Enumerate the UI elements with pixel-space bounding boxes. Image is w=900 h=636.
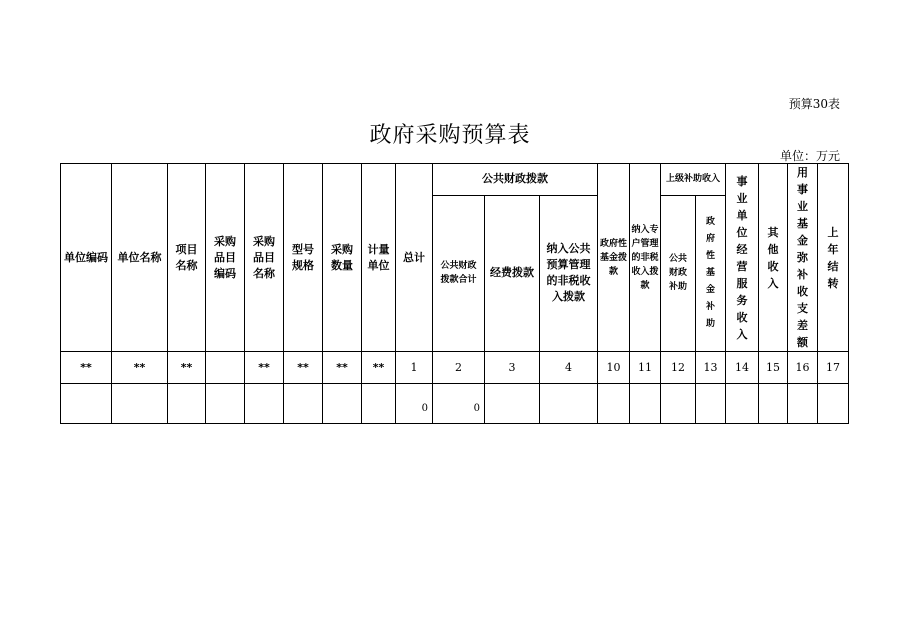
col-item-code	[206, 164, 245, 352]
col-item-code-text: 采购品目编码	[214, 234, 236, 280]
col-public-fiscal-total	[433, 195, 485, 351]
col-fund-cover	[788, 164, 818, 352]
col-public-fiscal-subsidy-text: 公共财政补助	[668, 254, 687, 293]
data-cell	[112, 384, 168, 424]
data-cell	[61, 384, 112, 424]
data-cell-public-fiscal-total: 0	[433, 384, 485, 424]
procurement-budget-table	[60, 163, 849, 424]
form-number: 预算30表	[788, 97, 840, 111]
data-cell	[485, 384, 540, 424]
col-public-fiscal-total-text: 公共财政拨款合计	[440, 261, 477, 286]
col-funding: 经费拨款	[485, 195, 540, 351]
page-title: 政府采购预算表	[369, 123, 531, 148]
number-cell: 2	[433, 352, 485, 384]
number-cell: **	[362, 352, 396, 384]
data-row	[61, 384, 849, 424]
data-cell	[696, 384, 726, 424]
group-superior-subsidy: 上级补助收入	[661, 164, 726, 196]
data-cell	[245, 384, 284, 424]
number-cell: 12	[661, 352, 696, 384]
data-cell	[726, 384, 759, 424]
data-cell	[168, 384, 206, 424]
col-unit-code: 单位编码	[61, 164, 112, 352]
number-cell: 11	[630, 352, 661, 384]
col-quantity-text: 采购数量	[331, 242, 353, 272]
number-cell: 16	[788, 352, 818, 384]
col-gov-fund-subsidy-text: 政府性基金补助	[706, 216, 716, 329]
col-gov-fund	[598, 164, 630, 352]
col-nontax-in-budget	[540, 195, 598, 351]
data-cell	[661, 384, 696, 424]
data-cell	[323, 384, 362, 424]
col-quantity	[323, 164, 362, 352]
header-row-1	[61, 164, 849, 196]
col-special-nontax-text: 纳入专户管理的非税收入拨款	[631, 224, 659, 291]
col-project-name-text: 项目名称	[175, 242, 198, 272]
number-cell: 13	[696, 352, 726, 384]
col-measure-unit-text: 计量单位	[367, 242, 390, 272]
number-cell: **	[61, 352, 112, 384]
col-nontax-in-budget-text: 纳入公共预算管理的非税收入拨款	[546, 242, 591, 304]
col-gov-fund-subsidy	[696, 195, 726, 351]
number-cell: 14	[726, 352, 759, 384]
data-cell	[630, 384, 661, 424]
col-special-nontax	[630, 164, 661, 352]
data-cell	[206, 384, 245, 424]
number-cell: **	[168, 352, 206, 384]
number-row	[61, 352, 849, 384]
data-cell	[759, 384, 788, 424]
data-cell	[598, 384, 630, 424]
data-cell-total: 0	[396, 384, 433, 424]
number-cell: 3	[485, 352, 540, 384]
col-spec-text: 型号规格	[292, 242, 314, 272]
col-gov-fund-text: 政府性基金拨款	[600, 238, 628, 277]
data-cell	[818, 384, 849, 424]
data-cell	[362, 384, 396, 424]
number-cell: **	[284, 352, 323, 384]
col-project-name	[168, 164, 206, 352]
number-cell: 15	[759, 352, 788, 384]
col-other-income-text: 其他收入	[767, 225, 779, 290]
data-cell	[788, 384, 818, 424]
number-cell: 1	[396, 352, 433, 384]
col-total: 总计	[396, 164, 433, 352]
col-other-income	[759, 164, 788, 352]
col-public-fiscal-subsidy	[661, 195, 696, 351]
number-cell	[206, 352, 245, 384]
number-cell: **	[245, 352, 284, 384]
data-cell	[540, 384, 598, 424]
number-cell: 17	[818, 352, 849, 384]
group-public-fiscal: 公共财政拨款	[433, 164, 598, 196]
unit-label: 单位：万元	[779, 149, 840, 163]
col-business-income-text: 事业单位经营服务收入	[736, 174, 748, 341]
col-item-name	[245, 164, 284, 352]
col-last-year	[818, 164, 849, 352]
col-measure-unit	[362, 164, 396, 352]
number-cell: **	[112, 352, 168, 384]
data-cell	[284, 384, 323, 424]
col-last-year-text: 上年结转	[827, 225, 839, 290]
col-fund-cover-text: 用事业基金弥补收支差额	[797, 166, 809, 349]
number-cell: 10	[598, 352, 630, 384]
number-cell: 4	[540, 352, 598, 384]
col-spec	[284, 164, 323, 352]
col-business-income	[726, 164, 759, 352]
number-cell: **	[323, 352, 362, 384]
col-item-name-text: 采购品目名称	[253, 234, 275, 280]
col-unit-name: 单位名称	[112, 164, 168, 352]
